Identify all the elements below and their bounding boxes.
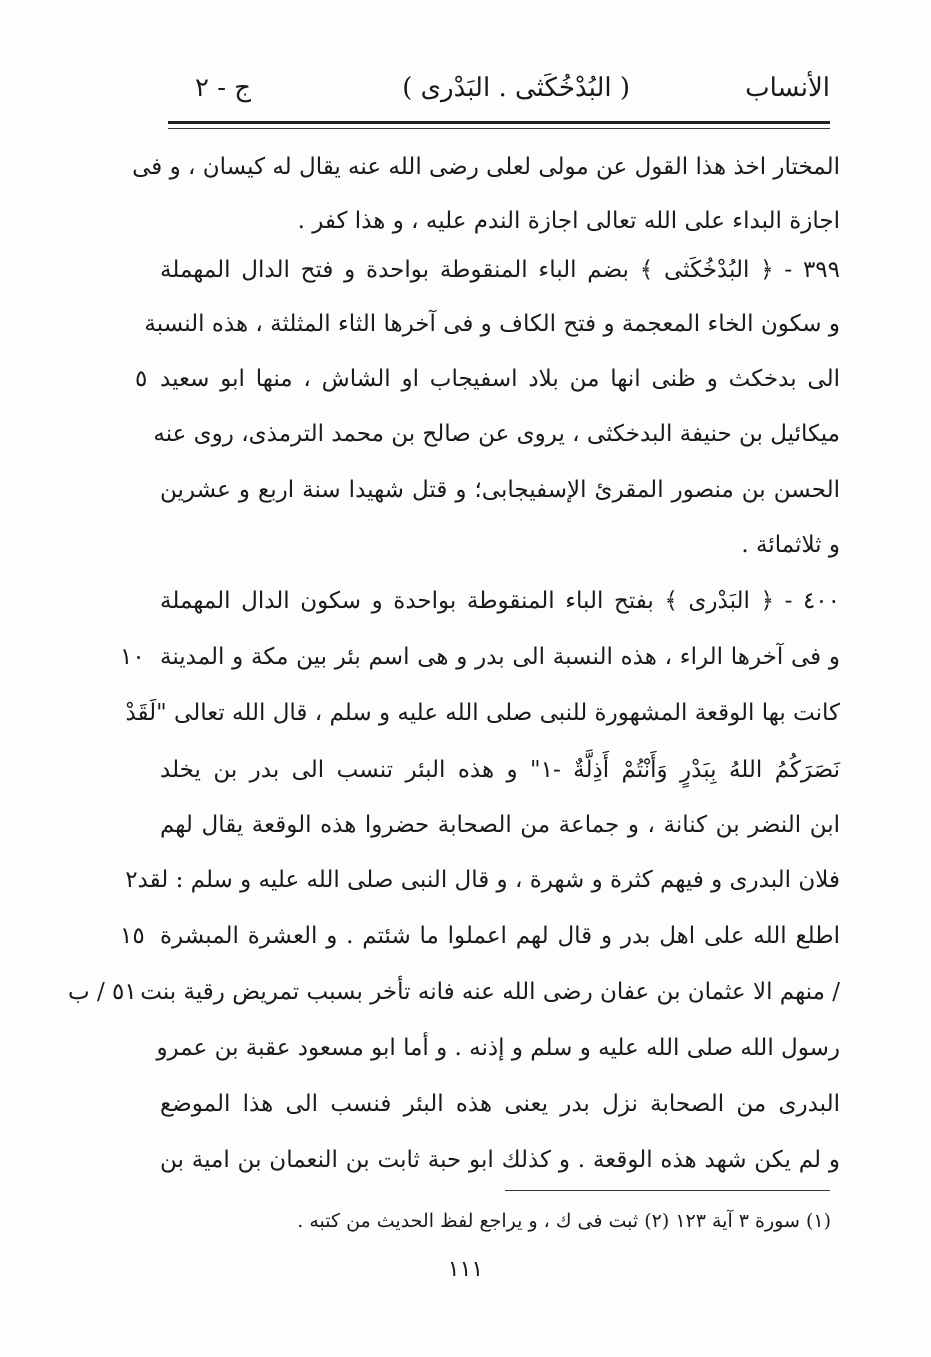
text-line: رسول الله صلى الله عليه و سلم و إذنه . و أما ابو مسعود عقبة بن عمرو xyxy=(156,1035,840,1061)
text-line: المختار اخذ هذا القول عن مولى لعلى رضى الله عنه يقال له كيسان ، و فى xyxy=(132,154,840,180)
line-number-5: ٥ xyxy=(135,366,148,392)
footnote-rule xyxy=(505,1190,830,1191)
folio-marker: ٥١ / ب xyxy=(68,979,137,1005)
text-line: الى بدخكث و ظنى انها من بلاد اسفيجاب او الشاش ، منها ابو سعيد xyxy=(160,366,840,392)
text-line: ابن النضر بن كنانة ، و جماعة من الصحابة حضروا هذه الوقعة يقال لهم xyxy=(160,812,840,838)
header-rule-thick xyxy=(168,121,830,124)
text-line: ميكائيل بن حنيفة البدخكثى ، يروى عن صالح بن محمد الترمذى، روى عنه xyxy=(153,421,840,447)
text-line: الحسن بن منصور المقرئ الإسفيجابى؛ و قتل شهيدا سنة اربع و عشرين xyxy=(160,477,840,503)
book-title: الأنساب xyxy=(745,73,830,103)
line-number-15: ١٥ xyxy=(120,923,145,949)
text-line: / منهم الا عثمان بن عفان رضى الله عنه فانه تأخر بسبب تمريض رقية بنت xyxy=(140,979,840,1005)
line-number-10: ١٠ xyxy=(120,644,145,670)
text-line: كانت بها الوقعة المشهورة للنبى صلى الله عليه و سلم ، قال الله تعالى "لَقَدْ xyxy=(125,700,840,726)
text-line: البدرى من الصحابة نزل بدر يعنى هذه البئر فنسب الى هذا الموضع xyxy=(160,1091,840,1117)
text-line: ٣٩٩ - ﴿ البُدْخُكَثى ﴾ بضم الباء المنقوطة بواحدة و فتح الدال المهملة xyxy=(160,257,840,283)
running-header xyxy=(160,68,830,114)
text-line: اجازة البداء على الله تعالى اجازة الندم عليه ، و هذا كفر . xyxy=(297,208,840,234)
text-line: و سكون الخاء المعجمة و فتح الكاف و فى آخرها الثاء المثلثة ، هذه النسبة xyxy=(144,311,840,337)
text-line: و ثلاثمائة . xyxy=(741,532,840,558)
footnote: (١) سورة ٣ آية ١٢٣ (٢) ثبت فى ك ، و يراجع لفظ الحديث من كتبه . xyxy=(297,1210,831,1232)
page-number: ١١١ xyxy=(447,1257,484,1282)
volume-label: ج - ٢ xyxy=(195,73,252,103)
text-line: نَصَرَكُمُ اللهُ بِبَدْرٍ وَأَنْتُمْ أَذِلَّةٌ -١" و هذه البئر تنسب الى بدر بن يخلد xyxy=(160,757,840,783)
text-line: اطلع الله على اهل بدر و قال لهم اعملوا ما شئتم . و العشرة المبشرة xyxy=(160,923,840,949)
text-line: و فى آخرها الراء ، هذه النسبة الى بدر و هى اسم بئر بين مكة و المدينة xyxy=(160,644,840,670)
text-line: و لم يكن شهد هذه الوقعة . و كذلك ابو حبة ثابت بن النعمان بن امية بن xyxy=(160,1147,840,1173)
header-rule-thin xyxy=(168,128,830,129)
text-line: ٤٠٠ - ﴿ البَدْرى ﴾ بفتح الباء المنقوطة بواحدة و سكون الدال المهملة xyxy=(160,588,840,614)
text-line: فلان البدرى و فيهم كثرة و شهرة ، و قال النبى صلى الله عليه و سلم : لقد٢ xyxy=(125,867,840,893)
section-title: ( البُدْخُكَثى . البَدْرى ) xyxy=(402,73,630,103)
